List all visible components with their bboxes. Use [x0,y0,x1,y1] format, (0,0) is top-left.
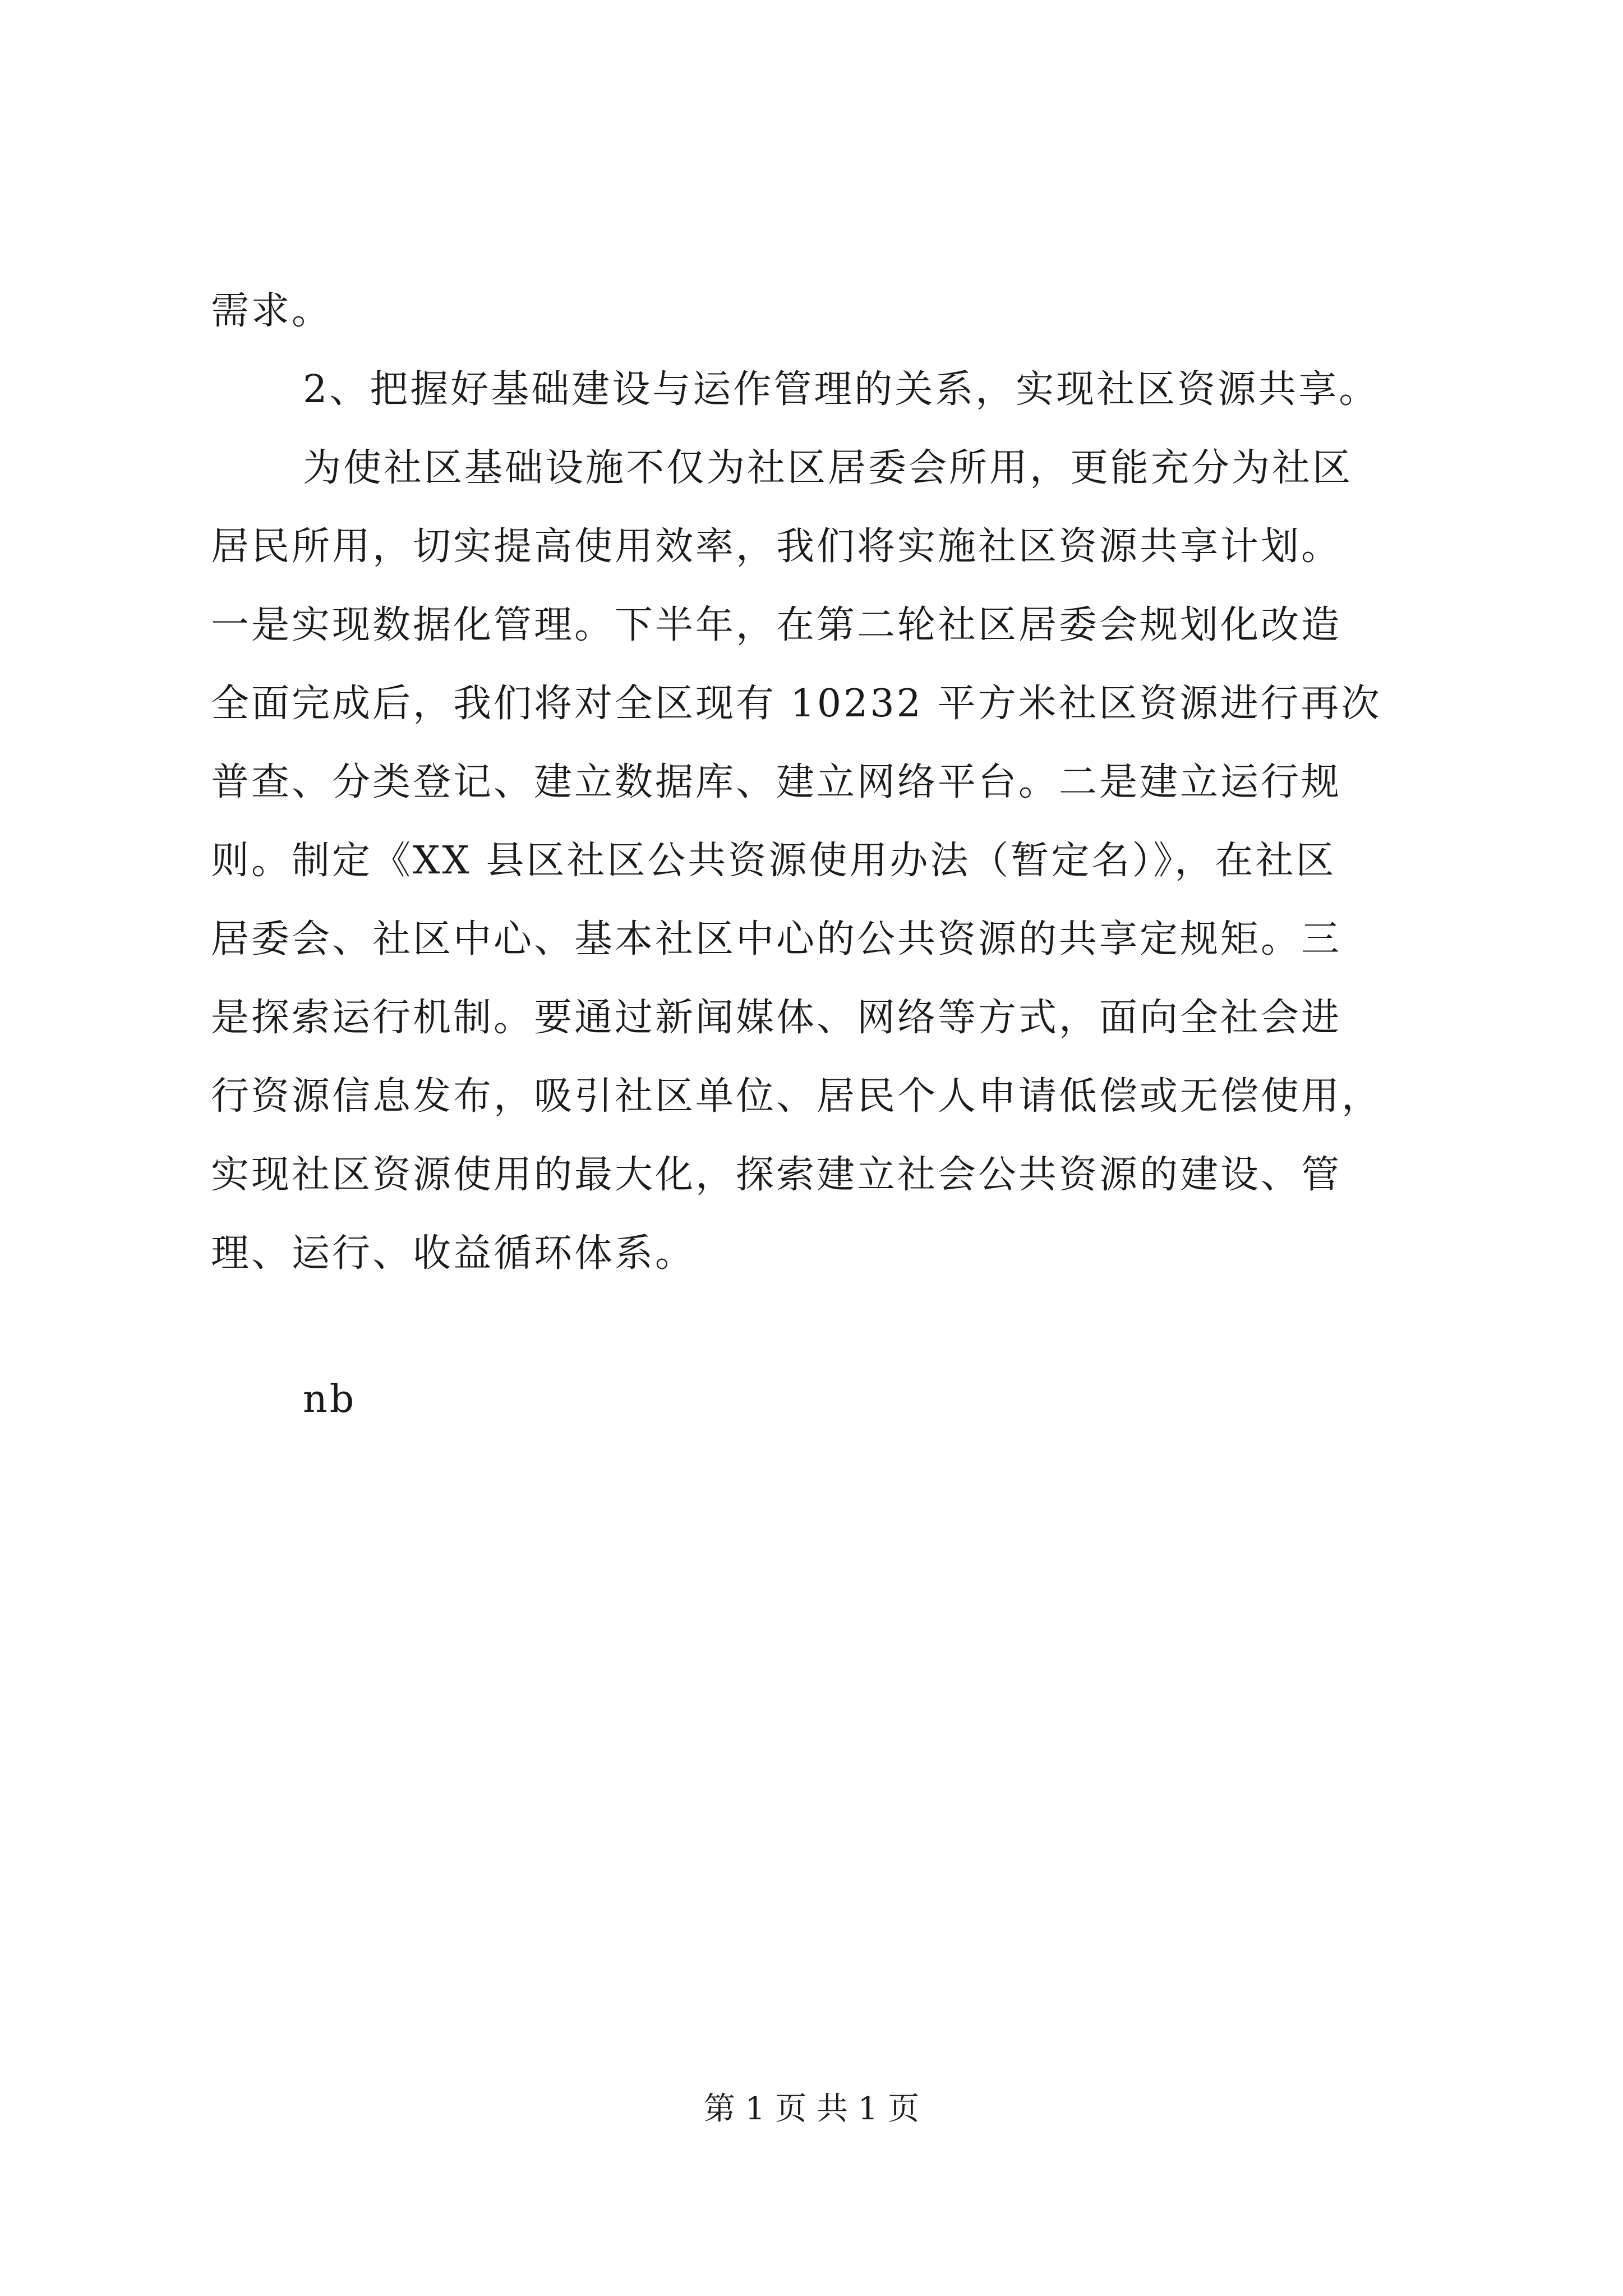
paragraph-line: 是探索运行机制。要通过新闻媒体、网络等方式，面向全社会进 [211,996,1342,1040]
paragraph-line: 普查、分类登记、建立数据库、建立网络平台。二是建立运行规 [211,760,1342,804]
page-footer: 第 1 页 共 1 页 [703,2091,920,2127]
section-heading: 2、把握好基础建设与运作管理的关系，实现社区资源共享。 [303,367,1380,412]
paragraph-line: 居委会、社区中心、基本社区中心的公共资源的共享定规矩。三 [211,917,1342,961]
paragraph-line: 为使社区基础设施不仅为社区居委会所用，更能充分为社区 [303,446,1353,490]
paragraph-line: 需求。 [211,289,333,333]
paragraph-line: 全面完成后，我们将对全区现有 10232 平方米社区资源进行再次 [211,682,1382,726]
paragraph-line: 理、运行、收益循环体系。 [211,1231,696,1276]
trailing-text: nb [303,1377,357,1421]
paragraph-line: 则。制定《XX 县区社区公共资源使用办法（暂定名）》，在社区 [211,839,1336,883]
paragraph-line: 居民所用，切实提高使用效率，我们将实施社区资源共享计划。 [211,524,1342,569]
paragraph-line: 实现社区资源使用的最大化，探索建立社会公共资源的建设、管 [211,1153,1342,1197]
paragraph-line: 一是实现数据化管理。下半年，在第二轮社区居委会规划化改造 [211,603,1342,647]
paragraph-line: 行资源信息发布，吸引社区单位、居民个人申请低偿或无偿使用， [211,1074,1382,1119]
